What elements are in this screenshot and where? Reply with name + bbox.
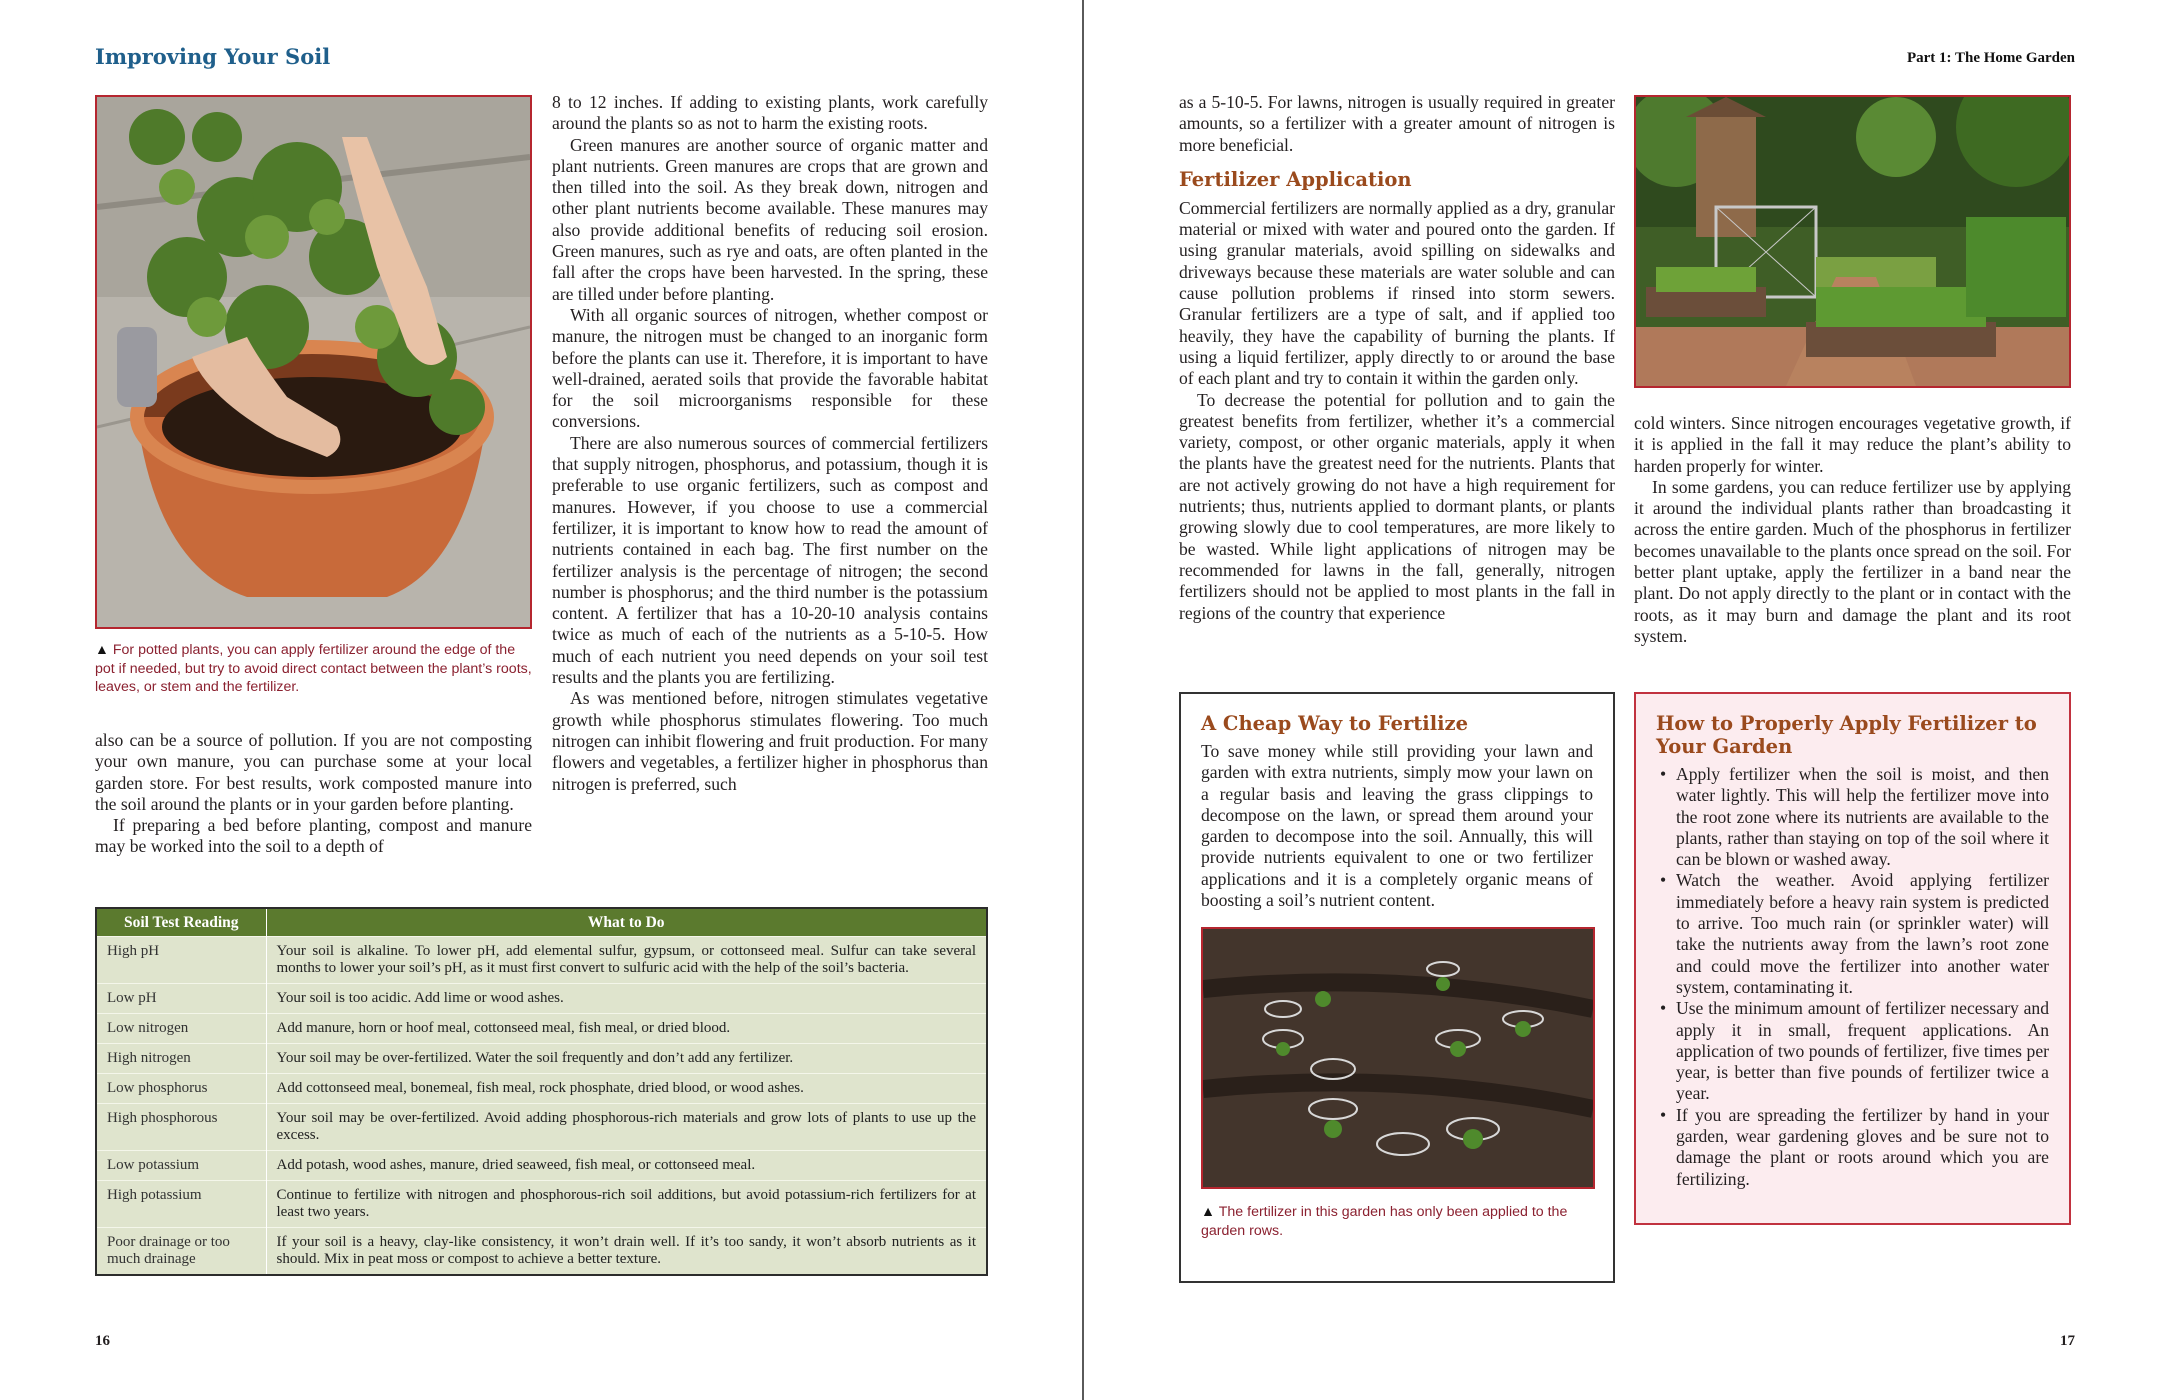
list-item: • Watch the weather. Avoid applying fertilizer immediately before a heavy rain system is predicted to arrive. Too much rain (or sprinkler water) will take the nutrients away from the lawn’s root zone and could move the fertilizer into another water system, contaminating it. bbox=[1656, 870, 2049, 998]
bullet-list bbox=[1656, 764, 2049, 1190]
list-item: • If you are spreading the fertilizer by hand in your garden, wear gardening gloves and be sure not to damage the plant or roots around which you are fertilizing. bbox=[1656, 1105, 2049, 1190]
table-cell: Low pH bbox=[96, 984, 266, 1014]
potted-plant-illustration bbox=[97, 97, 530, 627]
sidebar-title: How to Properly Apply Fertilizer to Your Garden bbox=[1656, 712, 2037, 758]
paragraph: 8 to 12 inches. If adding to existing plants, work carefully around the plants so as not to harm the existing roots. bbox=[552, 92, 988, 134]
right-column-1 bbox=[1179, 92, 1615, 624]
table-row bbox=[96, 1014, 987, 1044]
right-page bbox=[1084, 0, 2163, 1400]
table-cell: Poor drainage or too much drainage bbox=[96, 1228, 266, 1276]
table-row bbox=[96, 1181, 987, 1228]
table-row bbox=[96, 937, 987, 984]
table-cell: If your soil is a heavy, clay-like consistency, it won’t drain well. If it’s too sandy, it won’t absorb nutrients as it should. Mix in peat moss or compost to achieve a better texture. bbox=[266, 1228, 987, 1276]
caption-text: For potted plants, you can apply fertilizer around the edge of the pot if needed, but try to avoid direct contact between the plant’s roots, leaves, or stem and the fertilizer. bbox=[95, 642, 532, 695]
paragraph: Commercial fertilizers are normally applied as a dry, granular material or mixed with water and poured onto the garden. If using granular materials, avoid spilling on sidewalks and driveways because these materials are water soluble and can cause pollution problems if rinsed into storm sewers. Granular fertilizers are a type of salt, and if applied too heavily, they have the capability of burning the plants. If using a liquid fertilizer, apply directly to or around the base of each plant and try to contain it within the garden only. bbox=[1179, 197, 1615, 389]
table-row bbox=[96, 1151, 987, 1181]
table-cell: Low nitrogen bbox=[96, 1014, 266, 1044]
running-head-right: Part 1: The Home Garden bbox=[1906, 50, 2075, 66]
triangle-icon: ▲ bbox=[95, 641, 109, 657]
left-column-1 bbox=[95, 730, 532, 858]
left-column-2 bbox=[552, 92, 988, 795]
page-number-left: 16 bbox=[95, 1333, 110, 1349]
table-cell: Your soil may be over-fertilized. Water the soil frequently and don’t add any fertilizer. bbox=[266, 1044, 987, 1074]
triangle-icon: ▲ bbox=[1201, 1204, 1216, 1221]
paragraph: as a 5-10-5. For lawns, nitrogen is usually required in greater amounts, so a fertilizer with a greater amount of nitrogen is more beneficial. bbox=[1179, 92, 1615, 155]
table-cell: Add manure, horn or hoof meal, cottonseed meal, fish meal, or dried blood. bbox=[266, 1014, 987, 1044]
how-to-apply-sidebar bbox=[1634, 692, 2071, 1225]
paragraph: With all organic sources of nitrogen, whether compost or manure, the nitrogen must be changed to an inorganic form before the plants can use it. Therefore, it is important to have well-drained, aerated soils that provide the favorable habitat for the soil microorganisms responsible for these conversions. bbox=[552, 304, 988, 432]
paragraph: If preparing a bed before planting, compost and manure may be worked into the soil to a depth of bbox=[95, 815, 532, 857]
soil-test-table bbox=[95, 907, 988, 1276]
table-cell: Continue to fertilize with nitrogen and phosphorous-rich soil additions, but avoid potassium-rich fertilizers for at least two years. bbox=[266, 1181, 987, 1228]
table-cell: Low phosphorus bbox=[96, 1074, 266, 1104]
garden-rows-caption bbox=[1201, 1203, 1593, 1240]
column-header: Soil Test Reading bbox=[96, 908, 266, 937]
table-row bbox=[96, 1044, 987, 1074]
table-header-row bbox=[96, 908, 987, 937]
running-head-left: Improving Your Soil bbox=[95, 44, 331, 69]
paragraph: There are also numerous sources of commercial fertilizers that supply nitrogen, phosphorus, and potassium, though it is preferable to use organic fertilizers, such as compost and manures. However, if you choose to use a commercial fertilizer, it is important to know how to read the amount of nutrients contained in each bag. The first number on the fertilizer analysis is the percentage of nitrogen; the second number is phosphorus; and the third number is the potassium content. A fertilizer that has a 10-20-10 analysis contains twice as much of each of the nutrients as a 5-10-5. How much of each nutrient you need depends on your soil test results and the plants you are fertilizing. bbox=[552, 432, 988, 688]
garden-rows-photo bbox=[1201, 927, 1595, 1189]
column-header: What to Do bbox=[266, 908, 987, 937]
table-row bbox=[96, 1074, 987, 1104]
table-cell: Low potassium bbox=[96, 1151, 266, 1181]
right-column-2 bbox=[1634, 413, 2071, 647]
garden-rows-illustration bbox=[1203, 929, 1593, 1187]
caption-text: The fertilizer in this garden has only been applied to the garden rows. bbox=[1201, 1204, 1568, 1239]
table-cell: Add potash, wood ashes, manure, dried seaweed, fish meal, or cottonseed meal. bbox=[266, 1151, 987, 1181]
cheap-fertilize-sidebar bbox=[1179, 692, 1615, 1283]
paragraph: To decrease the potential for pollution and to gain the greatest benefits from fertilizer, whether it’s a commercial variety, compost, or other organic materials, apply it when the plants have the greatest need for the nutrients. Plants that are not actively growing do not have a high requirement for nutrients; thus, nutrients applied to dormant plants, or plants growing slowly due to cool temperatures, are more likely to be wasted. While light applications of nitrogen may be recommended for lawns in the fall, generally, nitrogen fertilizers should not be applied to most plants in the fall in regions of the country that experience bbox=[1179, 389, 1615, 623]
sidebar-text: To save money while still providing your lawn and garden with extra nutrients, simply mow your lawn on a regular basis and leaving the grass clippings to decompose on the lawn, or spread them around your garden to decompose into the soil. Annually, this will provide nutrients equivalent to one or two fertilizer applications and it is a completely organic means of boosting a soil’s nutrient content. bbox=[1201, 741, 1593, 911]
paragraph: also can be a source of pollution. If you are not composting your own manure, you can purchase some at your local garden store. For best results, work composted manure into the soil around the plants or in your garden before planting. bbox=[95, 730, 532, 814]
section-heading: Fertilizer Application bbox=[1179, 167, 1412, 191]
table-cell: Your soil is too acidic. Add lime or wood ashes. bbox=[266, 984, 987, 1014]
table-row bbox=[96, 1228, 987, 1276]
raised-beds-illustration bbox=[1636, 97, 2069, 386]
raised-beds-photo bbox=[1634, 95, 2071, 388]
sidebar-title: A Cheap Way to Fertilize bbox=[1201, 712, 1469, 735]
table-cell: Your soil may be over-fertilized. Avoid adding phosphorous-rich materials and grow lots of plants to use up the excess. bbox=[266, 1104, 987, 1151]
paragraph: As was mentioned before, nitrogen stimulates vegetative growth while phosphorus stimulates flowering. Too much nitrogen can inhibit flowering and fruit production. For many flowers and vegetables, a fertilizer higher in phosphorus than nitrogen is preferred, such bbox=[552, 688, 988, 794]
table-cell: High nitrogen bbox=[96, 1044, 266, 1074]
paragraph: In some gardens, you can reduce fertilizer use by applying it around the individual plants rather than broadcasting it across the entire garden. Much of the phosphorus in fertilizer becomes unavailable to the plants once spread on the soil. For better plant uptake, apply the fertilizer in a band near the plant. Do not apply directly to the plant or in contact with the roots, as it may burn and damage the plant and its root system. bbox=[1634, 476, 2071, 646]
list-item: • Use the minimum amount of fertilizer necessary and apply it in small, frequent applications. An application of two pounds of fertilizer, five times per year, is better than five pounds of fertilizer twice a year. bbox=[1656, 998, 2049, 1104]
table-row bbox=[96, 1104, 987, 1151]
page-number-right: 17 bbox=[2060, 1333, 2075, 1349]
paragraph: Green manures are another source of organic matter and plant nutrients. Green manures are crops that are grown and then tilled into the soil. As they break down, nitrogen and other plant nutrients become available. These manures may also provide additional benefits of reducing soil erosion. Green manures, such as rye and oats, are often planted in the fall after the crops have been harvested. In the spring, these are tilled under before planting. bbox=[552, 134, 988, 304]
paragraph: cold winters. Since nitrogen encourages vegetative growth, if it is applied in the fall it may reduce the plant’s ability to harden properly for winter. bbox=[1634, 413, 2071, 476]
potted-plant-caption bbox=[95, 640, 532, 697]
list-item: • Apply fertilizer when the soil is moist, and then water lightly. This will help the fertilizer move into the root zone where its nutrients are available to the plants, rather than staying on top of the soil where it can be blown or washed away. bbox=[1656, 764, 2049, 870]
table-row bbox=[96, 984, 987, 1014]
table-cell: Add cottonseed meal, bonemeal, fish meal, rock phosphate, dried blood, or wood ashes. bbox=[266, 1074, 987, 1104]
table-cell: High phosphorous bbox=[96, 1104, 266, 1151]
potted-plant-photo bbox=[95, 95, 532, 629]
table-cell: High potassium bbox=[96, 1181, 266, 1228]
table-cell: High pH bbox=[96, 937, 266, 984]
table-cell: Your soil is alkaline. To lower pH, add elemental sulfur, gypsum, or cottonseed meal. Sulfur can take several months to lower your soil’s pH, as it must first convert to sulfuric acid with the help of the soil’s bacteria. bbox=[266, 937, 987, 984]
